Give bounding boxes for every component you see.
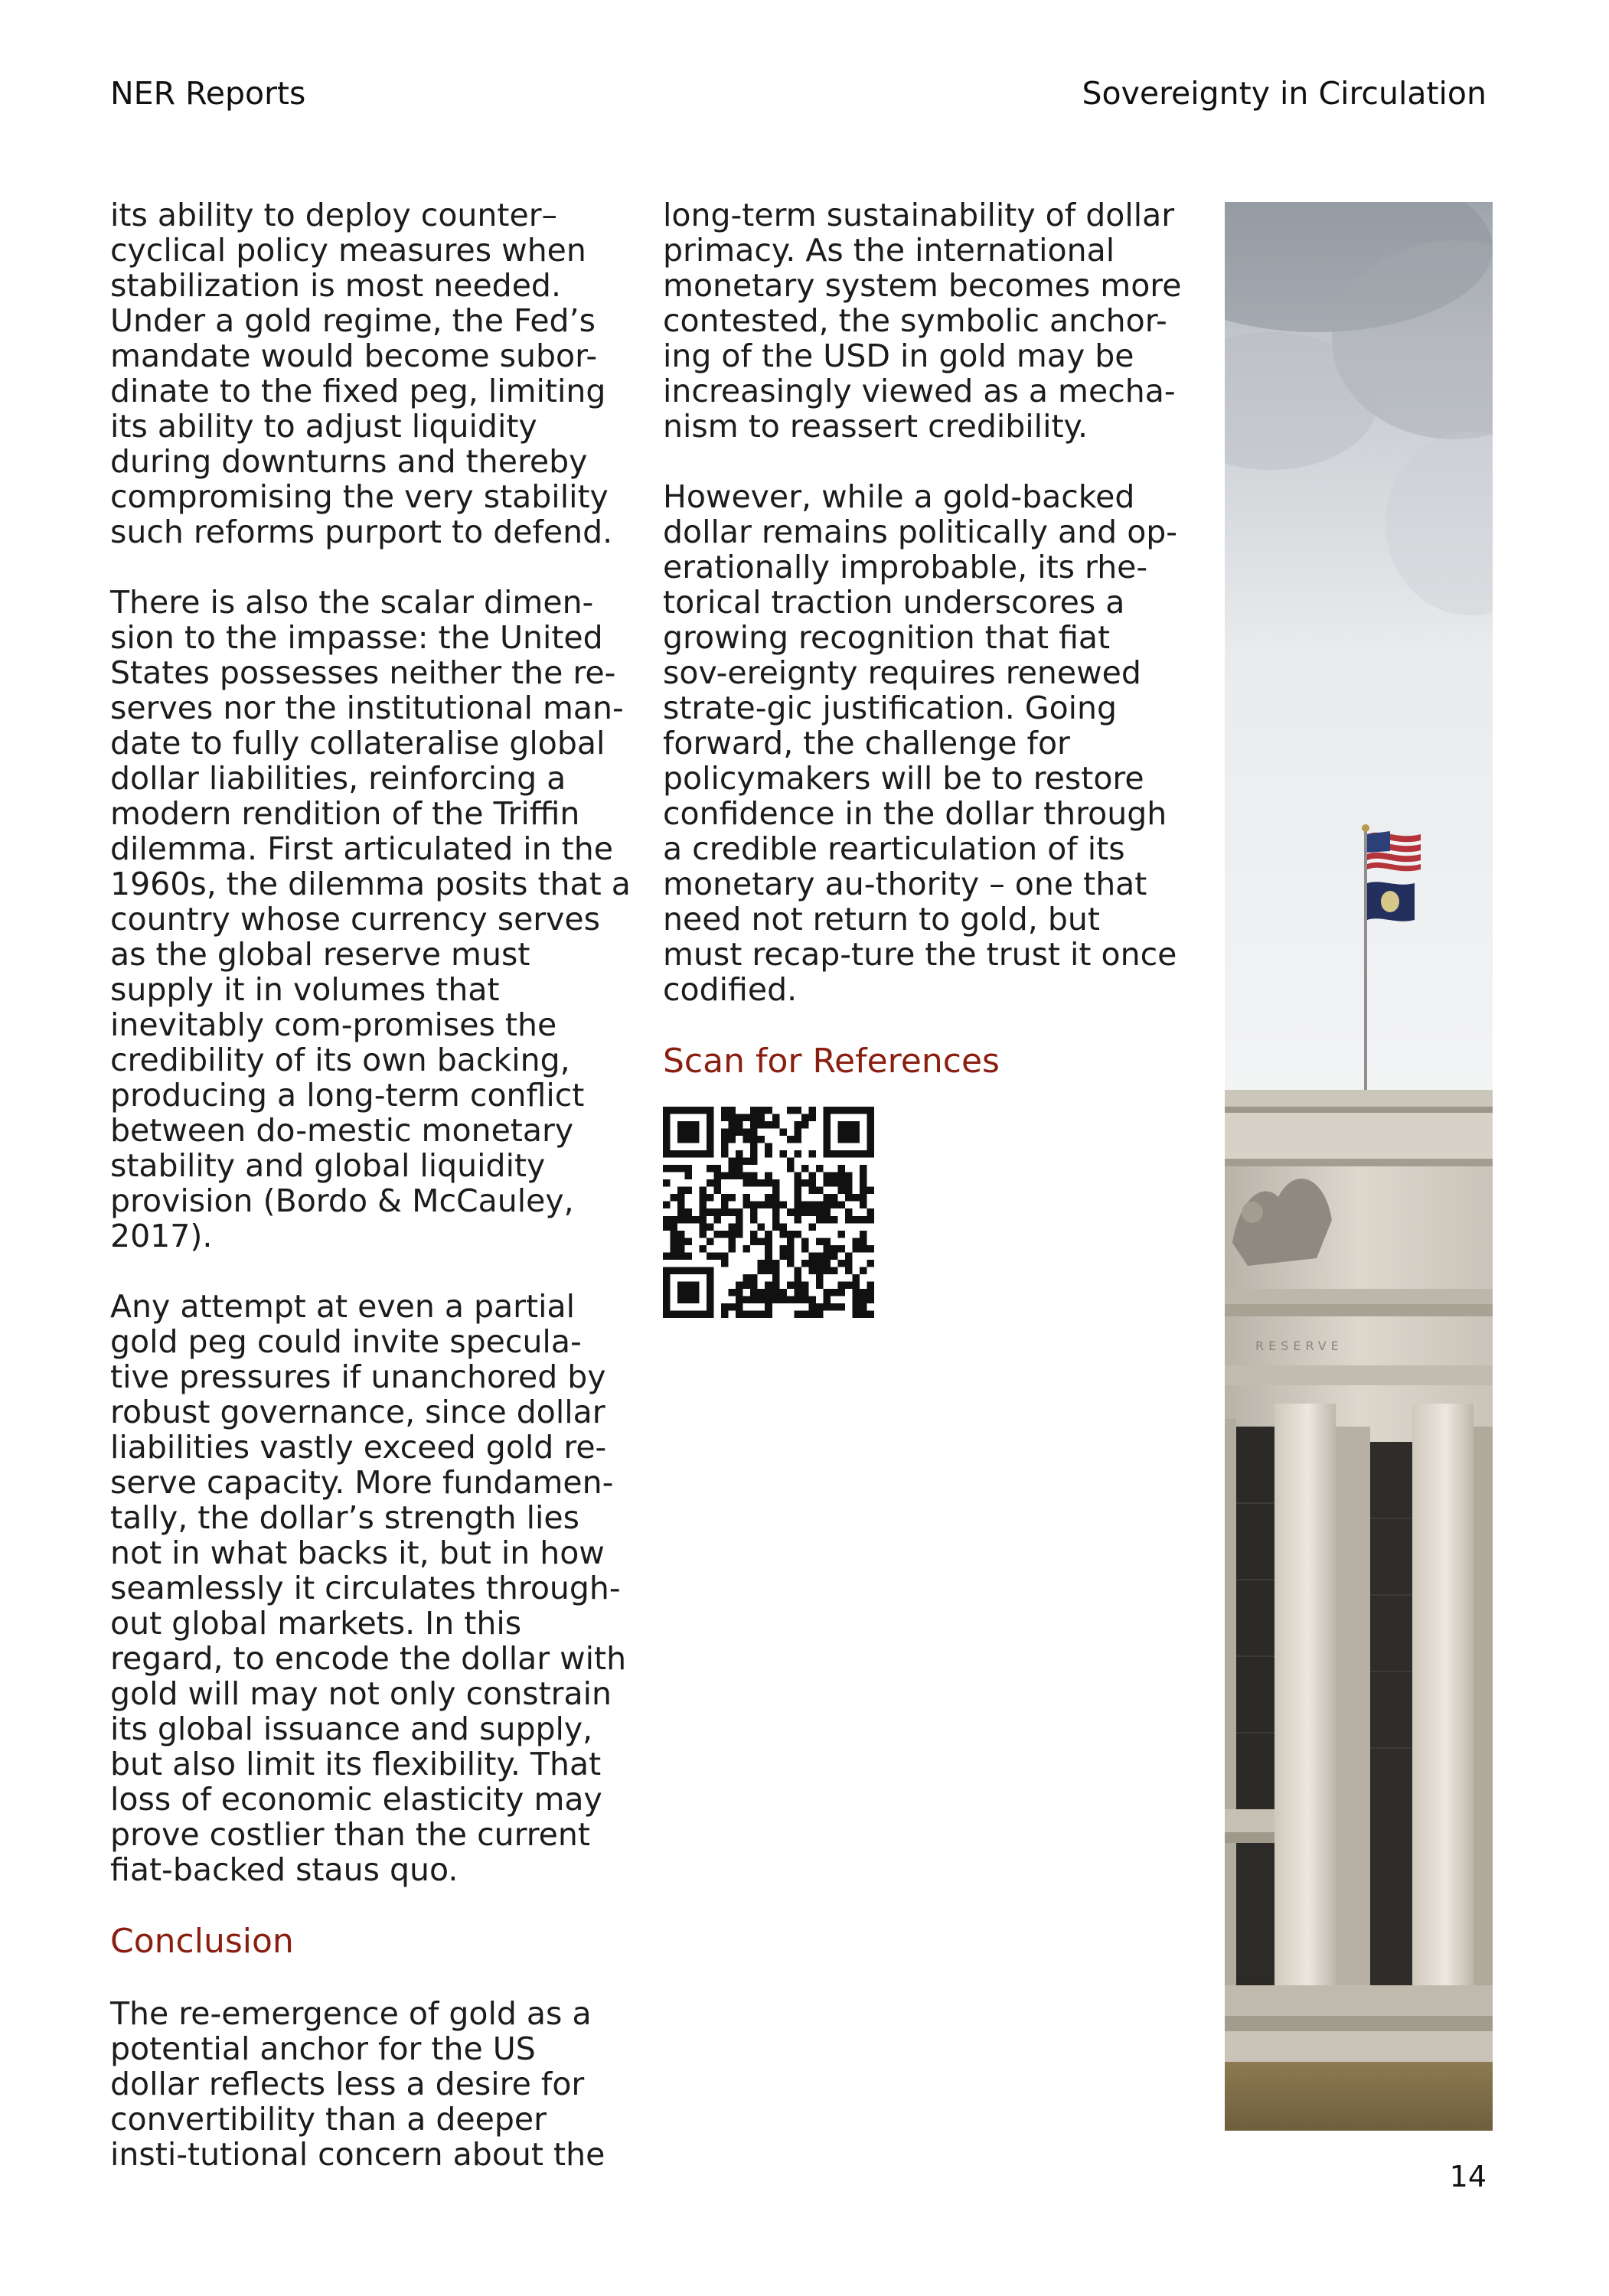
federal-reserve-building-photo — [1225, 202, 1493, 2131]
qr-heading: Scan for References — [663, 1042, 1000, 1081]
section-heading-conclusion: Conclusion — [110, 1922, 294, 1961]
paragraph: long-term sustainability of dollar primacy. As the international monetary system becomes more contested, the symbolic anchor-ing of the USD in gold may be increasingly viewed as a mecha-nism to reassert credibility. — [663, 197, 1182, 445]
paragraph: However, while a gold-backed dollar remains politically and op-erationally improbable, its rhe-torical traction underscores a growing recognition that fiat sov-ereignty requires renewed strate-gic justification. Going forward, the challenge for policymakers will be to restore confidence in the dollar through a credible rearticulation of its monetary au-thority – one that need not return to gold, but must recap-ture the trust it once codified. — [663, 478, 1178, 1008]
paragraph: There is also the scalar dimen-sion to the impasse: the United States possesses neither the re-serves nor the institutional man-date to fully collateralise global dollar liabilities, reinforcing a modern rendition of the Triffin dilemma. First articulated in the 1960s, the dilemma posits that a country whose currency serves as the global reserve must supply it in volumes that inevitably com-promises the credibility of its own backing, producing a long-term conflict between do-mestic monetary stability and global liquidity provision (Bordo & McCauley, 2017). — [110, 584, 631, 1254]
running-header-right: Sovereignty in Circulation — [1082, 75, 1487, 112]
text-column-right — [663, 197, 1183, 1318]
paragraph: The re-emergence of gold as a potential anchor for the US dollar reflects less a desire for convertibility than a deeper insti-tutional concern about the — [110, 1995, 605, 2173]
photo-inscription: RESERVE — [1255, 1339, 1343, 1353]
running-header-left: NER Reports — [110, 75, 306, 112]
paragraph: its ability to deploy counter–cyclical policy measures when stabilization is most needed. Under a gold regime, the Fed’s mandate would become subor-dinate to the fixed peg, limiting its ability to adjust liquidity during downturns and thereby compromising the very stability such reforms purport to defend. — [110, 197, 613, 550]
page-number: 14 — [1449, 2160, 1487, 2193]
paragraph: Any attempt at even a partial gold peg could invite specula-tive pressures if unanchored by robust governance, since dollar liabilities vastly exceed gold re-serve capacity. More fundamen-tally, the dollar’s strength lies not in what backs it, but in how seamlessly it circulates through-out global markets. In this regard, to encode the dollar with gold will may not only constrain its global issuance and supply, but also limit its flexibility. That loss of economic elasticity may prove costlier than the current fiat-backed staus quo. — [110, 1288, 627, 1888]
text-column-left — [110, 197, 631, 2207]
qr-code[interactable] — [663, 1107, 874, 1318]
